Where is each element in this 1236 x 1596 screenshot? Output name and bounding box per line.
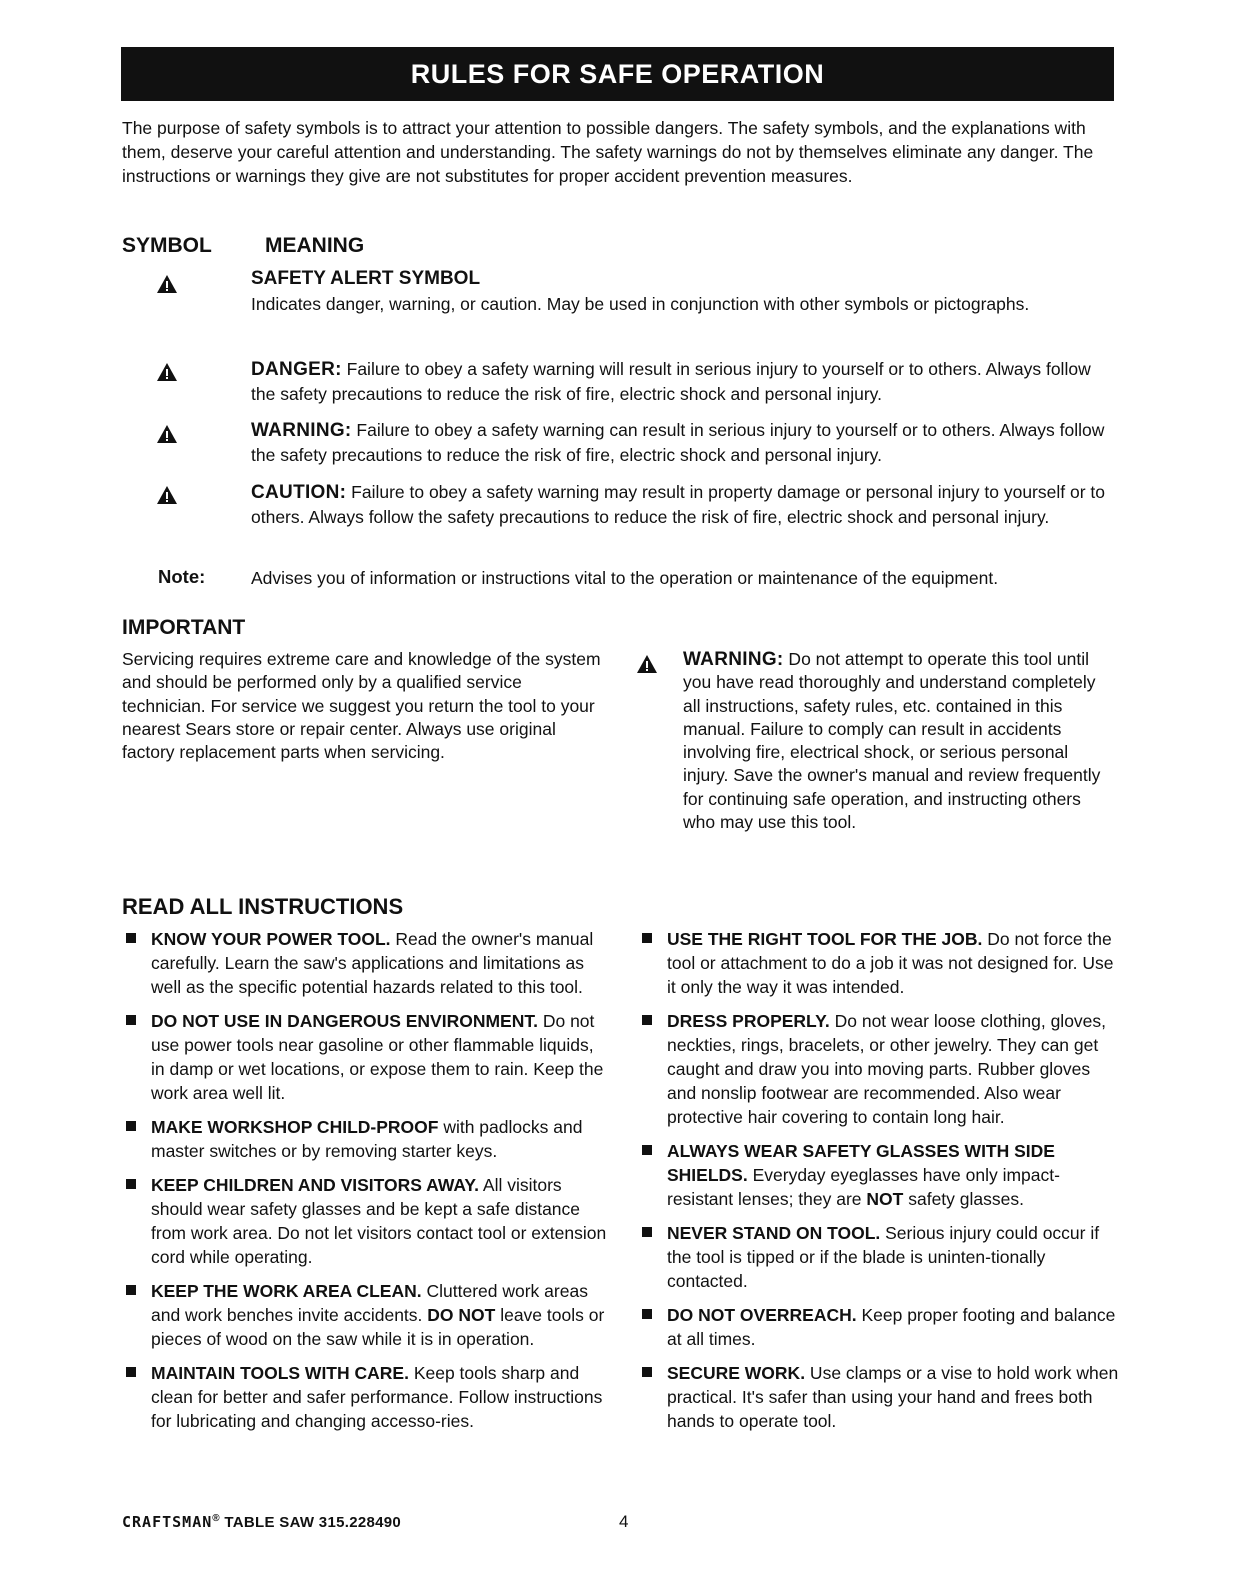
important-warning-label: WARNING: (683, 649, 784, 670)
list-item-text: Do not force the tool or attachment to do a job it was not designed for. Use it only the way it was intended. (667, 929, 1114, 997)
list-item-title: ALWAYS WEAR SAFETY GLASSES WITH SIDE SHIELDS. (667, 1141, 1055, 1185)
warning-label: WARNING: (251, 420, 352, 441)
list-item-text: Do not use power tools near gasoline or other flammable liquids, in damp or wet locations, or expose them to rain. Keep the work area well lit. (151, 1011, 604, 1103)
read-all-left-list (122, 927, 610, 1443)
bullet-square-icon (126, 1367, 136, 1377)
list-item-text: leave tools or pieces of wood on the saw while it is in operation. (151, 1305, 605, 1349)
symbol-caution-row (251, 480, 1111, 529)
footer-model-text: TABLE SAW 315.228490 (219, 1514, 402, 1531)
caution-text: Failure to obey a safety warning may result in property damage or personal injury to yourself or to others. Always follow the safety precautions to reduce the risk of fire, electric shock and personal injury. (251, 482, 1105, 527)
page-title-banner (121, 47, 1114, 101)
bullet-square-icon (126, 1285, 136, 1295)
bullet-square-icon (642, 1015, 652, 1025)
list-item-title: DO NOT USE IN DANGEROUS ENVIRONMENT. (151, 1011, 538, 1031)
symbol-alert-row (251, 267, 1111, 316)
bullet-square-icon (126, 1015, 136, 1025)
footer-model (122, 1513, 401, 1531)
bullet-square-icon (642, 1145, 652, 1155)
list-item (122, 1173, 610, 1269)
bullet-square-icon (126, 933, 136, 943)
list-item (638, 1361, 1120, 1433)
list-item-title: DRESS PROPERLY. (667, 1011, 830, 1031)
intro-paragraph: The purpose of safety symbols is to attract your attention to possible dangers. The safety symbols, and the explanations with them, deserve your careful attention and understanding. The safety warnings do not by themselves eliminate any danger. The instructions or warnings they give are not substitutes for proper accident prevention measures. (122, 118, 1094, 186)
list-item-text: All visitors should wear safety glasses and be kept a safe distance from work area. Do not let visitors contact tool or extension cord while operating. (151, 1175, 607, 1267)
bullet-square-icon (126, 1121, 136, 1131)
danger-text: Failure to obey a safety warning will result in serious injury to yourself or to others. Always follow the safety precautions to reduce the risk of fire, electric shock and personal injury. (251, 359, 1091, 404)
list-item-title: KNOW YOUR POWER TOOL. (151, 929, 391, 949)
list-item-text: Keep proper footing and balance at all times. (667, 1305, 1116, 1349)
meaning-column-header: MEANING (265, 234, 365, 257)
bullet-square-icon (126, 1179, 136, 1189)
list-item-text: Everyday eyeglasses have only impact-resistant lenses; they are (667, 1165, 1060, 1209)
important-heading: IMPORTANT (122, 616, 246, 639)
list-item-title: KEEP THE WORK AREA CLEAN. (151, 1281, 422, 1301)
list-item-title: KEEP CHILDREN AND VISITORS AWAY. (151, 1175, 480, 1195)
note-text: Advises you of information or instructions vital to the operation or maintenance of the equipment. (251, 568, 999, 588)
list-item (122, 1009, 610, 1105)
list-item-title: DO NOT OVERREACH. (667, 1305, 857, 1325)
list-item-title: MAKE WORKSHOP CHILD-PROOF (151, 1117, 439, 1137)
important-warning-block (683, 648, 1115, 834)
caution-icon (156, 485, 178, 505)
bullet-square-icon (642, 1309, 652, 1319)
list-item (122, 1361, 610, 1433)
list-item-emphasis: NOT (866, 1189, 904, 1209)
list-item-text: Cluttered work areas and work benches invite accidents. (151, 1281, 588, 1325)
page-number: 4 (619, 1512, 629, 1531)
list-item-text: Serious injury could occur if the tool is tipped or if the blade is uninten-tionally contacted. (667, 1223, 1100, 1291)
list-item (638, 1221, 1120, 1293)
symbol-warning-row (251, 418, 1111, 467)
danger-label: DANGER: (251, 359, 342, 380)
list-item-title: USE THE RIGHT TOOL FOR THE JOB. (667, 929, 983, 949)
read-all-heading: READ ALL INSTRUCTIONS (122, 894, 404, 919)
list-item-text: Read the owner's manual carefully. Learn the saw's applications and limitations as well as the specific potential hazards related to this tool. (151, 929, 594, 997)
list-item (638, 927, 1120, 999)
registered-mark: ® (212, 1513, 220, 1524)
caution-label: CAUTION: (251, 482, 347, 503)
list-item-emphasis: DO NOT (427, 1305, 496, 1325)
alert-title: SAFETY ALERT SYMBOL (251, 268, 481, 289)
important-warning-text: Do not attempt to operate this tool until you have read thoroughly and understand completely all instructions, safety rules, etc. contained in this manual. Failure to comply can result in accidents involving fire, electrical shock, or serious personal injury. Save the owner's manual and review frequently for continuing safe operation, and instructing others who may use this tool. (683, 649, 1101, 833)
danger-warning-icon (156, 362, 178, 382)
important-text: Servicing requires extreme care and knowledge of the system and should be performed only by a qualified service technician. For service we suggest you return the tool to your nearest Sears store or repair center. Always use original factory replacement parts when servicing. (122, 649, 601, 763)
warning-icon (156, 424, 178, 444)
note-label: Note: (158, 566, 206, 587)
list-item-text: safety glasses. (903, 1189, 1024, 1209)
page-title: RULES FOR SAFE OPERATION (410, 58, 825, 89)
list-item (122, 1279, 610, 1351)
alert-text: Indicates danger, warning, or caution. May be used in conjunction with other symbols or pictographs. (251, 294, 1030, 314)
list-item-title: SECURE WORK. (667, 1363, 806, 1383)
bullet-square-icon (642, 1367, 652, 1377)
craftsman-logo: CRAFTSMAN (122, 1513, 213, 1531)
symbol-danger-row (251, 357, 1111, 406)
bullet-square-icon (642, 933, 652, 943)
warning-text: Failure to obey a safety warning can result in serious injury to yourself or to others. Always follow the safety precautions to reduce the risk of fire, electric shock and personal injury. (251, 420, 1105, 465)
list-item (122, 1115, 610, 1163)
read-all-right-list (638, 927, 1120, 1443)
list-item (122, 927, 610, 999)
list-item-text: Keep tools sharp and clean for better and safer performance. Follow instructions for lubricating and changing accesso-ries. (151, 1363, 603, 1431)
list-item-title: NEVER STAND ON TOOL. (667, 1223, 881, 1243)
symbol-column-header: SYMBOL (122, 234, 212, 257)
list-item (638, 1303, 1120, 1351)
safety-alert-icon (156, 274, 178, 294)
list-item-title: MAINTAIN TOOLS WITH CARE. (151, 1363, 409, 1383)
list-item (638, 1009, 1120, 1129)
bullet-square-icon (642, 1227, 652, 1237)
list-item-text: Do not wear loose clothing, gloves, neckties, rings, bracelets, or other jewelry. They can get caught and draw you into moving parts. Rubber gloves and nonslip footwear are recommended. Also wear protective hair covering to contain long hair. (667, 1011, 1107, 1127)
important-warning-icon (636, 654, 658, 674)
list-item (638, 1139, 1120, 1211)
list-item-text: with padlocks and master switches or by removing starter keys. (151, 1117, 583, 1161)
list-item-text: Use clamps or a vise to hold work when practical. It's safer than using your hand and frees both hands to operate tool. (667, 1363, 1119, 1431)
